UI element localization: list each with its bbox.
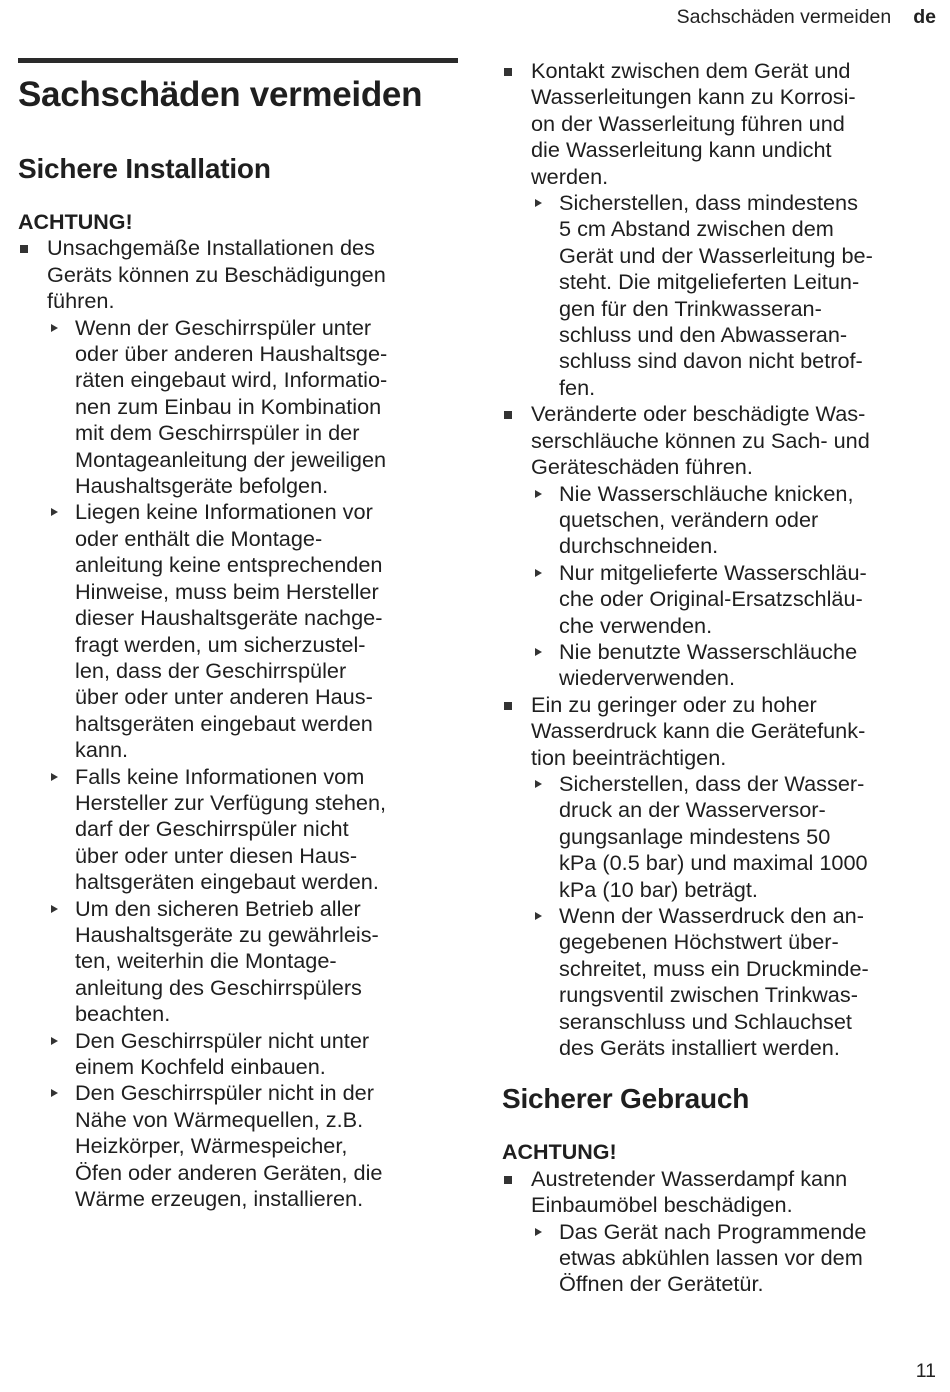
header-section-title: Sachschäden vermeiden xyxy=(676,6,892,28)
triangle-arrow-icon xyxy=(535,648,542,656)
action-text: Den Geschirrspüler nicht unter einem Kochfeld einbauen. xyxy=(75,1027,370,1079)
action-text: Falls keine Informationen vom Hersteller zur Verfügung stehen, darf der Geschirrspüler nicht über oder unter diesen Haus- haltsgeräten eingebaut werden. xyxy=(75,763,387,895)
triangle-arrow-icon xyxy=(51,773,58,781)
hazard-paragraph xyxy=(502,1166,940,1219)
hazard-text: Unsachgemäße Installationen des Geräts können zu Beschädigungen führen. xyxy=(47,235,386,314)
action-text: Nie benutzte Wasserschläuche wiederverwenden. xyxy=(559,638,858,691)
triangle-arrow-icon xyxy=(535,490,542,498)
triangle-arrow-icon xyxy=(535,1228,542,1236)
action-text: Wenn der Wasserdruck den an- gegebenen Höchstwert über- schreitet, muss ein Druckminde- rungsventil zwischen Trinkwas- seranschluss und Schlauchset des Geräts installiert werden. xyxy=(559,903,869,1061)
action-item xyxy=(502,481,940,560)
action-item xyxy=(18,1028,458,1081)
action-item xyxy=(18,764,458,896)
action-text: Den Geschirrspüler nicht in der Nähe von Wärmequellen, z.B. Heizkörper, Wärmespeicher, Öfen oder anderen Geräten, die Wärme erzeugen, installieren. xyxy=(75,1080,383,1212)
action-item xyxy=(18,896,458,1028)
square-bullet-icon xyxy=(20,245,28,253)
square-bullet-icon xyxy=(504,702,512,710)
action-text: Nie Wasserschläuche knicken, quetschen, verändern oder durchschneiden. xyxy=(559,480,854,559)
triangle-arrow-icon xyxy=(51,508,58,516)
hazard-paragraph xyxy=(502,58,940,190)
action-item xyxy=(18,1080,458,1212)
square-bullet-icon xyxy=(504,68,512,76)
action-item xyxy=(18,315,458,500)
triangle-arrow-icon xyxy=(535,912,542,920)
running-header xyxy=(677,6,936,29)
action-text: Wenn der Geschirrspüler unter oder über anderen Haushaltsge- räten eingebaut wird, Informatio- nen zum Einbau in Kombination mit dem Geschirrspüler in der Montageanleitung der jeweiligen Haushaltsgeräte befolgen. xyxy=(75,314,388,499)
triangle-arrow-icon xyxy=(535,199,542,207)
hazard-text: Veränderte oder beschädigte Was- serschläuche können zu Sach- und Geräteschäden führen. xyxy=(531,401,870,480)
action-text: Um den sicheren Betrieb aller Haushaltsgeräte zu gewährleis- ten, weiterhin die Montage- anleitung des Geschirrspülers beachten. xyxy=(75,895,379,1027)
warning-label: ACHTUNG! xyxy=(502,1140,617,1165)
action-text: Liegen keine Informationen vor oder enthält die Montage- anleitung keine entsprechenden Hinweise, muss beim Hersteller dieser Haushaltsgeräte nachge- fragt werden, um sicherzustel- len, dass der Geschirrspüler über oder unter anderen Haus- haltsgeräten eingebaut werden kann. xyxy=(75,499,383,763)
section-heading-installation: Sichere Installation xyxy=(18,153,271,184)
page-number: 11 xyxy=(915,1360,936,1382)
action-item xyxy=(502,190,940,401)
triangle-arrow-icon xyxy=(51,324,58,332)
action-item xyxy=(502,903,940,1061)
action-item xyxy=(502,639,940,692)
triangle-arrow-icon xyxy=(51,1037,58,1045)
hazard-paragraph xyxy=(18,235,458,314)
hazard-paragraph xyxy=(502,401,940,480)
square-bullet-icon xyxy=(504,1176,512,1184)
hazard-text: Austretender Wasserdampf kann Einbaumöbel beschädigen. xyxy=(531,1165,848,1218)
language-code: de xyxy=(913,6,936,28)
title-rule xyxy=(18,58,458,63)
action-text: Sicherstellen, dass der Wasser- druck an der Wasserversor- gungsanlage mindestens 50 kPa (0.5 bar) und maximal 1000 kPa (10 bar) beträgt. xyxy=(559,770,868,902)
action-item xyxy=(502,560,940,639)
triangle-arrow-icon xyxy=(51,905,58,913)
right-column xyxy=(502,58,940,1298)
hazard-text: Kontakt zwischen dem Gerät und Wasserleitungen kann zu Korrosi- on der Wasserleitung führen und die Wasserleitung kann undicht werden. xyxy=(531,58,856,189)
action-item xyxy=(502,771,940,903)
warning-label: ACHTUNG! xyxy=(18,210,133,234)
triangle-arrow-icon xyxy=(535,569,542,577)
action-text: Das Gerät nach Programmende etwas abkühlen lassen vor dem Öffnen der Gerätetür. xyxy=(559,1218,867,1297)
section-heading-usage: Sicherer Gebrauch xyxy=(502,1083,750,1115)
left-column xyxy=(18,58,458,1212)
triangle-arrow-icon xyxy=(51,1089,58,1097)
page-title: Sachschäden vermeiden xyxy=(18,75,423,114)
square-bullet-icon xyxy=(504,411,512,419)
action-text: Nur mitgelieferte Wasserschläu- che oder Original-Ersatzschläu- che verwenden. xyxy=(559,559,867,638)
hazard-text: Ein zu geringer oder zu hoher Wasserdruck kann die Gerätefunk- tion beeinträchtigen. xyxy=(531,691,866,770)
hazard-paragraph xyxy=(502,692,940,771)
triangle-arrow-icon xyxy=(535,780,542,788)
action-item xyxy=(18,499,458,763)
action-item xyxy=(502,1219,940,1298)
action-text: Sicherstellen, dass mindestens 5 cm Abstand zwischen dem Gerät und der Wasserleitung be- steht. Die mitgelieferten Leitun- gen für den Trinkwasseran- schluss und den Abwasseran- schluss sind davon nicht betrof- fen. xyxy=(559,190,873,400)
